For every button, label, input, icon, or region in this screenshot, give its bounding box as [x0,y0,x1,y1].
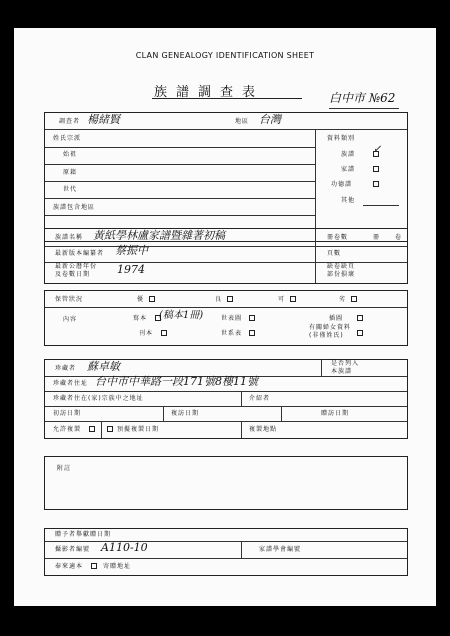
english-title: CLAN GENEALOGY IDENTIFICATION SHEET [135,51,315,60]
women-data-label: 有關婦女資料 (非僅姓氏) [309,324,352,339]
compiler-value: 蔡振中 [115,244,148,257]
condition-label: 保管狀況 [55,296,84,303]
return-label: 奉來適本 [55,563,84,570]
volumes-label: 冊卷數 [327,234,349,241]
type-clan-checkmark: ✓ [373,144,382,155]
film-label: 攝影者編號 [55,546,91,553]
chinese-title: 族譜調查表 [154,85,265,100]
compiler-label: 最新版本編纂者 [55,250,105,257]
address-label: 珍藏者住址 [53,380,89,387]
collector-value: 蘇卓敏 [87,360,120,373]
collector-label: 珍藏者 [55,365,77,372]
genealogy-sheet [14,28,436,606]
data-type-label: 資料類別 [327,135,356,142]
year-value: 1974 [117,263,145,276]
reference-number: 白中市 №62 [329,91,396,105]
lineage-chart-checkbox[interactable] [249,315,255,321]
women-data-checkbox[interactable] [357,330,363,336]
condition-poor-checkbox[interactable] [351,296,357,302]
listed-label-1: 是否列入 [331,360,360,367]
society-label: 家譜學會編號 [259,546,302,553]
origin-label: 原籍 [63,169,78,176]
notes-label: 附註 [57,465,72,472]
type-family-label: 家譜 [341,166,356,173]
donor-label: 贈予者舉獻贈日期 [55,531,112,538]
generation-label: 世代 [63,186,78,193]
illustration-checkbox[interactable] [357,315,363,321]
permission-checkbox[interactable] [89,426,95,432]
region-label: 地區 [235,118,250,125]
condition-fair-label: 可 [278,296,286,303]
missing-label-1: 缺卷缺頁 [327,263,356,270]
illustration-label: 插圖 [329,315,344,322]
first-visit-label: 初訪日期 [53,410,82,417]
region-value: 台灣 [259,113,281,126]
listed-label-2: 本族譜 [331,368,353,375]
introducer-label: 介紹者 [249,395,271,402]
pages-label: 頁數 [327,250,342,257]
year-label-2: 及卷數日期 [55,271,91,278]
condition-excellent-label: 優 [137,296,145,303]
manuscript-note: (稿本1冊) [159,310,204,321]
hall-label: 族譜包含地區 [53,204,96,211]
type-other-label: 其他 [341,197,356,204]
volumes-unit-2: 卷 [395,234,403,241]
investigator-label: 調查者 [59,118,81,125]
condition-excellent-checkbox[interactable] [149,296,155,302]
type-clan-label: 族譜 [341,151,356,158]
lineage-table-checkbox[interactable] [249,330,255,336]
section-condition [44,290,408,346]
content-label: 內容 [63,316,78,323]
condition-good-checkbox[interactable] [227,296,233,302]
section-collector [44,359,408,439]
missing-label-2: 部份損壞 [327,271,356,278]
type-family-checkbox[interactable] [373,166,379,172]
condition-fair-checkbox[interactable] [290,296,296,302]
film-value: A110-10 [101,541,148,554]
surname-lineage-label: 姓氏宗派 [53,135,82,142]
volumes-unit: 冊 [373,234,381,241]
section-donation [44,528,408,576]
planned-copy-label: 預擬複製日期 [117,426,160,433]
type-merit-label: 功德譜 [331,181,353,188]
section-notes [44,456,408,510]
condition-good-label: 良 [215,296,223,303]
type-merit-checkbox[interactable] [373,181,379,187]
permission-label: 允許複製 [53,426,82,433]
return-checkbox[interactable] [91,563,97,569]
copy-location-label: 複製地點 [249,426,278,433]
investigator-value: 楊緒賢 [87,113,120,126]
lineage-table-label: 世系表 [221,330,243,337]
printed-label: 刊本 [139,330,154,337]
condition-poor-label: 劣 [339,296,347,303]
ancestor-label: 始祖 [63,151,78,158]
genealogy-title-label: 族譜名稱 [55,234,84,241]
address-value: 台中市中華路一段171號8樓11號 [95,375,258,388]
give-date-label: 贈訪日期 [321,410,350,417]
section-lineage [44,112,408,242]
mail-label: 寄贈地址 [103,563,132,570]
lineage-chart-label: 世表圖 [221,315,243,322]
section-genealogy-title [44,228,408,284]
manuscript-label: 寫本 [133,315,148,322]
planned-copy-checkbox[interactable] [107,426,113,432]
reference-underline [329,108,399,109]
title-underline [152,98,302,99]
revisit-label: 複訪日期 [171,410,200,417]
genealogy-title-value: 黃紙學林盧家譜暨雜著初稿 [93,229,225,242]
year-label-1: 最新公曆年份 [55,263,98,270]
clan-address-label: 珍藏者住在(家)宗族中之地址 [53,395,144,402]
printed-checkbox[interactable] [161,330,167,336]
